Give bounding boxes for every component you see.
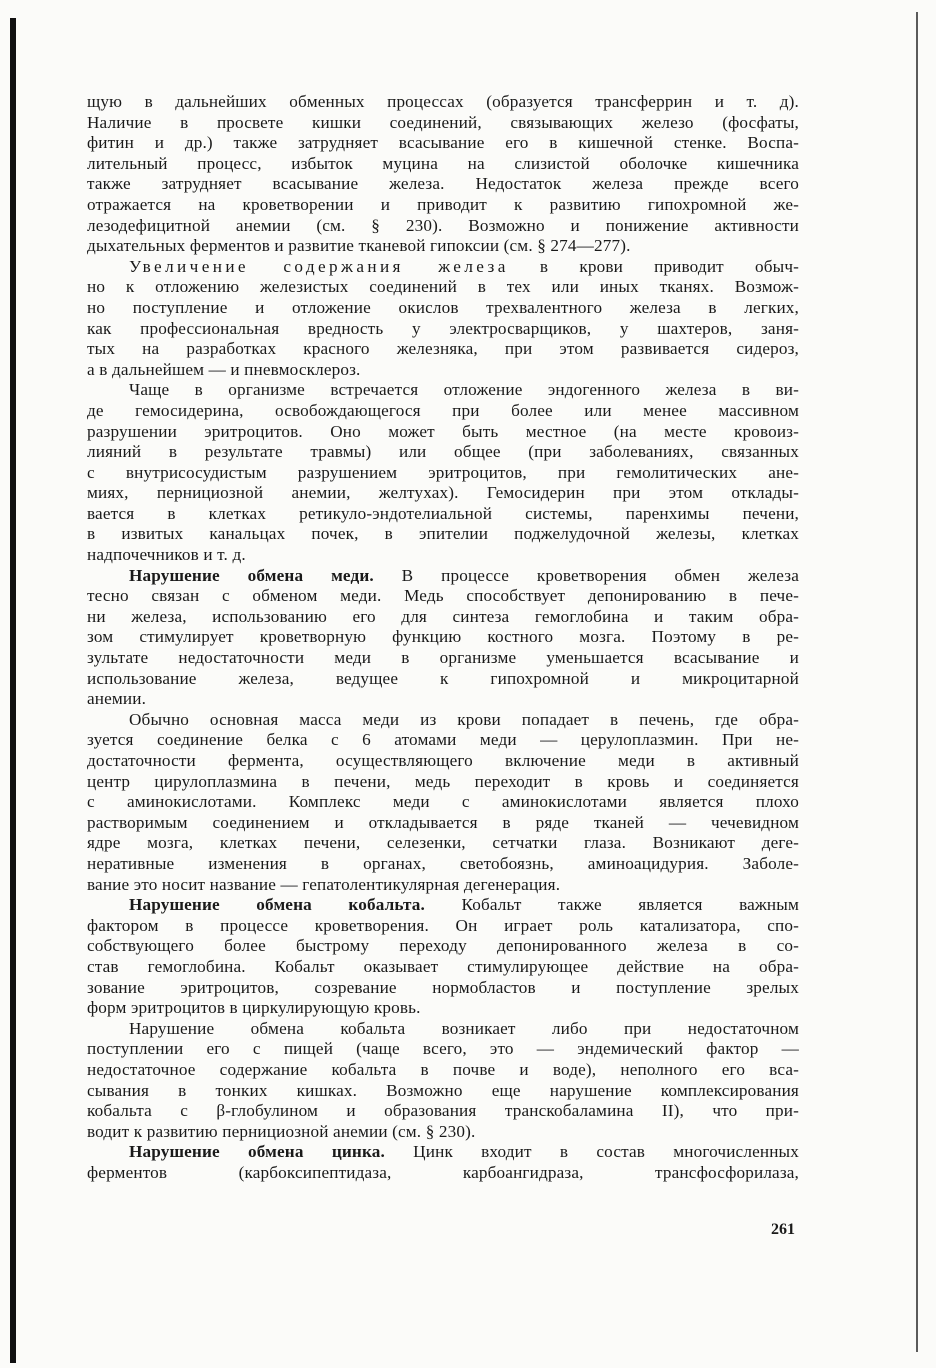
text-line	[87, 174, 799, 195]
line-text: Кобальт также является важным	[424, 895, 799, 915]
line-text: Обычно основная масса меди из крови попадает в печень, где обра-	[129, 709, 799, 729]
line-text: как профессиональная вредность у электросварщиков, у шахтеров, заня-	[87, 318, 799, 338]
line-text: зом стимулирует кроветворную функцию костного мозга. Поэтому в ре-	[87, 627, 799, 647]
line-text: надпочечников и т. д.	[87, 545, 246, 565]
line-text: недостаточное содержание кобальта в почве и воде), неполного его вса-	[87, 1059, 799, 1079]
text-line	[87, 257, 799, 278]
text-line	[87, 524, 799, 545]
text-line	[87, 483, 799, 504]
line-text: отражается на кроветворении и приводит к развитию гипохромной же-	[87, 194, 799, 214]
text-line	[87, 277, 799, 298]
line-text: зуется соединение белка с 6 атомами меди — церулоплазмин. При не-	[87, 730, 799, 750]
line-text: в извитых канальцах почек, в эпителии поджелудочной железы, клетках	[87, 524, 799, 544]
line-text: вается в клетках ретикуло-эндотелиальной системы, паренхимы печени,	[87, 503, 799, 523]
line-text: В процессе кроветворения обмен железа	[373, 565, 799, 585]
text-line	[87, 339, 799, 360]
text-line	[87, 607, 799, 628]
text-line	[87, 895, 799, 916]
text-line	[87, 957, 799, 978]
line-text: ни железа, использованию его для синтеза гемоглобина и таким обра-	[87, 606, 799, 626]
text-line	[87, 689, 799, 710]
text-line	[87, 422, 799, 443]
line-text: а в дальнейшем — и пневмосклероз.	[87, 359, 361, 379]
scan-binding-edge	[10, 18, 16, 1363]
line-text: фитин и др.) также затрудняет всасывание его в кишечной стенке. Воспа-	[87, 133, 799, 153]
line-text: собствующего более быстрому переходу депонированного железа в со-	[87, 936, 799, 956]
line-text: центр цирулоплазмина в печени, медь переходит в кровь и соединяется	[87, 771, 799, 791]
text-line	[87, 710, 799, 731]
section-heading: Нарушение обмена кобальта.	[129, 895, 425, 915]
line-text: вание это носит название — гепатолентикулярная дегенерация.	[87, 874, 561, 894]
line-text: использование железа, ведущее к гипохромной и микроцитарной	[87, 668, 799, 688]
text-line	[87, 566, 799, 587]
line-text: анемии.	[87, 689, 147, 709]
line-text: зование эритроцитов, созревание нормобластов и поступление зрелых	[87, 977, 799, 997]
text-line	[87, 1163, 799, 1184]
text-line	[87, 1142, 799, 1163]
text-line	[87, 586, 799, 607]
line-text: неративные изменения в органах, светобоязнь, аминоацидурия. Заболе-	[87, 853, 799, 873]
section-heading: Нарушение обмена цинка.	[129, 1142, 385, 1162]
text-line	[87, 113, 799, 134]
line-text: форм эритроцитов в циркулирующую кровь.	[87, 998, 421, 1018]
text-line	[87, 730, 799, 751]
line-text: Наличие в просвете кишки соединений, связывающих железо (фосфаты,	[87, 112, 799, 132]
text-line	[87, 360, 799, 381]
text-line	[87, 1039, 799, 1060]
emphasized-text: Увеличение содержания железа	[129, 256, 509, 276]
text-line	[87, 195, 799, 216]
line-text: сывания в тонких кишках. Возможно еще нарушение комплексирования	[87, 1080, 799, 1100]
line-text: де гемосидерина, освобождающегося при более или менее массивном	[87, 400, 799, 420]
line-text: также затрудняет всасывание железа. Недостаток железа прежде всего	[87, 174, 799, 194]
text-line	[87, 1081, 799, 1102]
line-text: тесно связан с обменом меди. Медь способствует депонированию в пече-	[87, 586, 799, 606]
line-text: миях, пернициозной анемии, желтухах). Гемосидерин при этом отклады-	[87, 483, 799, 503]
text-line	[87, 916, 799, 937]
line-text: дыхательных ферментов и развитие тканевой гипоксии (см. § 274—277).	[87, 236, 631, 256]
text-line	[87, 442, 799, 463]
line-text: разрушении эритроцитов. Оно может быть местное (на месте кровоиз-	[87, 421, 799, 441]
text-line	[87, 833, 799, 854]
line-text: фактором в процессе кроветворения. Он играет роль катализатора, спо-	[87, 915, 799, 935]
text-line	[87, 998, 799, 1019]
text-line	[87, 133, 799, 154]
line-text: но поступление и отложение окислов трехвалентного железа в легких,	[87, 297, 799, 317]
text-line	[87, 545, 799, 566]
text-line	[87, 401, 799, 422]
text-line	[87, 463, 799, 484]
text-line	[87, 648, 799, 669]
text-line	[87, 751, 799, 772]
text-line	[87, 1060, 799, 1081]
line-text: в крови приводит обыч-	[508, 256, 799, 276]
line-text: Чаще в организме встречается отложение эндогенного железа в ви-	[129, 380, 799, 400]
line-text: лезодефицитной анемии (см. § 230). Возможно и понижение активности	[87, 215, 799, 235]
scan-page-edge	[916, 12, 918, 1352]
text-line	[87, 627, 799, 648]
line-text: растворимым соединением и откладывается в ряде тканей — чечевидном	[87, 812, 799, 832]
line-text: достаточности фермента, осуществляющего включение меди в активный	[87, 751, 799, 770]
text-line	[87, 504, 799, 525]
body-text	[87, 92, 799, 1183]
line-text: лительный процесс, избыток муцина на слизистой оболочке кишечника	[87, 153, 799, 173]
text-line	[87, 669, 799, 690]
section-heading: Нарушение обмена меди.	[129, 565, 374, 585]
line-text: но к отложению железистых соединений в тех или иных тканях. Возмож-	[87, 277, 799, 297]
line-text: щую в дальнейших обменных процессах (образуется трансферрин и т. д).	[87, 92, 799, 111]
text-line	[87, 772, 799, 793]
line-text: поступлении его с пищей (чаще всего, это — эндемический фактор —	[87, 1039, 799, 1059]
text-line	[87, 1019, 799, 1040]
line-text: с внутрисосудистым разрушением эритроцитов, при гемолитических ане-	[87, 462, 799, 482]
text-line	[87, 978, 799, 999]
text-line	[87, 380, 799, 401]
text-line	[87, 813, 799, 834]
line-text: тых на разработках красного железняка, при этом развивается сидероз,	[87, 339, 799, 359]
line-text: с аминокислотами. Комплекс меди с аминокислотами является плохо	[87, 792, 799, 812]
line-text: ферментов (карбоксипептидаза, карбоангидраза, трансфосфорилаза,	[87, 1162, 799, 1182]
line-text: зультате недостаточности меди в организме уменьшается всасывание и	[87, 648, 799, 668]
line-text: водит к развитию пернициозной анемии (см. § 230).	[87, 1121, 476, 1141]
line-text: лияний в результате травмы) или общее (при заболеваниях, связанных	[87, 442, 799, 462]
text-line	[87, 216, 799, 237]
line-text: став гемоглобина. Кобальт оказывает стимулирующее действие на обра-	[87, 956, 799, 976]
text-line	[87, 854, 799, 875]
text-line	[87, 875, 799, 896]
text-line	[87, 936, 799, 957]
line-text: ядре мозга, клетках печени, селезенки, сетчатки глаза. Возникают деге-	[87, 833, 799, 853]
line-text: Цинк входит в состав многочисленных	[384, 1142, 799, 1162]
text-line	[87, 319, 799, 340]
page-number: 261	[771, 1221, 795, 1238]
text-line	[87, 92, 799, 113]
text-line	[87, 1101, 799, 1122]
line-text: кобальта с β-глобулином и образования транскобаламина II), что при-	[87, 1101, 799, 1121]
text-line	[87, 298, 799, 319]
text-line	[87, 154, 799, 175]
text-line	[87, 1122, 799, 1143]
line-text: Нарушение обмена кобальта возникает либо при недостаточном	[129, 1018, 799, 1038]
text-line	[87, 236, 799, 257]
text-line	[87, 792, 799, 813]
